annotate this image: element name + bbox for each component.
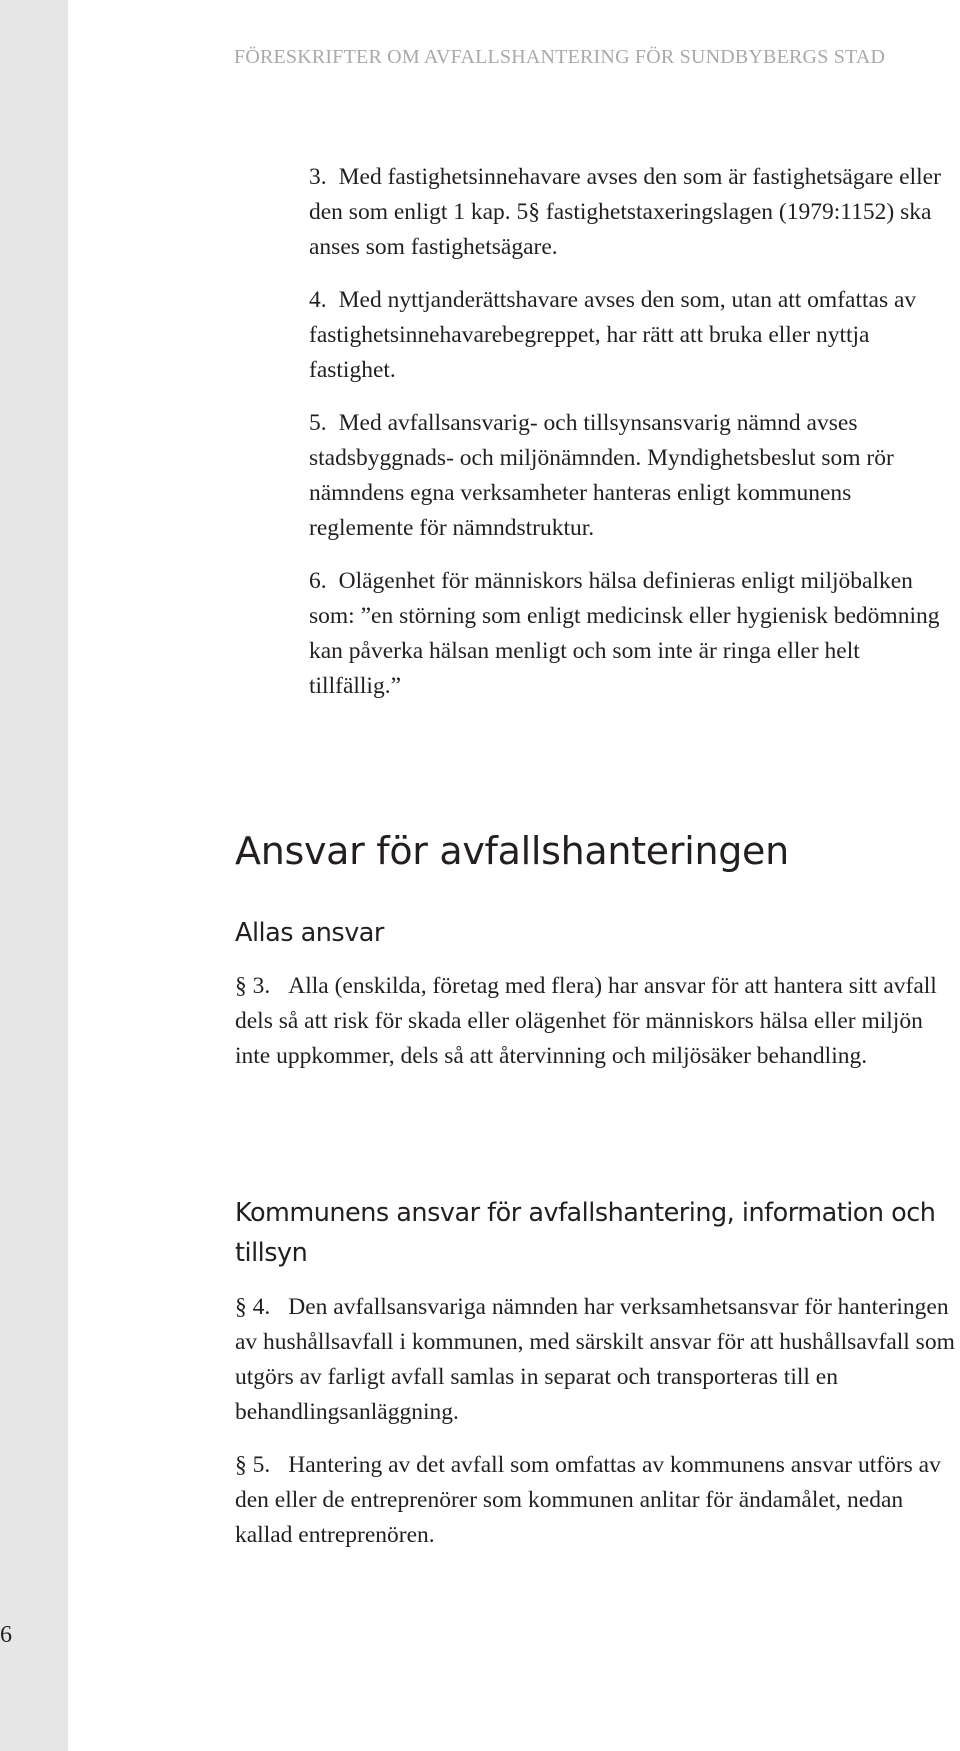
subheading-allas-ansvar: Allas ansvar <box>235 918 384 948</box>
running-header: FÖRESKRIFTER OM AVFALLSHANTERING FÖR SUNDBYBERGS STAD <box>234 46 886 68</box>
definition-number: 6. <box>309 568 327 594</box>
paragraph-text: Hantering av det avfall som omfattas av kommunens ansvar utförs av den eller de entreprenörer som kommunen anlitar för ändamålet, nedan kallad entreprenören. <box>235 1452 941 1548</box>
subheading-kommunens-ansvar: Kommunens ansvar för avfallshantering, information och tillsyn <box>235 1198 936 1268</box>
page-number: 6 <box>0 1622 12 1648</box>
definition-item <box>309 564 949 704</box>
definitions-list <box>309 160 949 722</box>
section-mark: § 3. <box>235 973 271 999</box>
definition-item <box>309 406 949 546</box>
paragraph-text: Alla (enskilda, företag med flera) har ansvar för att hantera sitt avfall dels så att risk för skada eller olägenhet för människors hälsa eller miljön inte uppkommer, dels så att återvinning och miljösäker behandling. <box>235 973 937 1069</box>
definition-item <box>309 160 949 265</box>
definition-number: 4. <box>309 287 327 313</box>
definition-text: Med avfallsansvarig- och tillsynsansvarig nämnd avses stadsbyggnads- och miljönämnden. Myndighetsbeslut som rör nämndens egna verksamheter hanteras enligt kommunens reglemente för nämndstruktur. <box>309 410 894 541</box>
paragraph-section-4 <box>235 1290 960 1430</box>
definition-number: 5. <box>309 410 327 436</box>
definition-text: Med fastighetsinnehavare avses den som är fastighetsägare eller den som enligt 1 kap. 5§ fastighetstaxeringslagen (1979:1152) ska anses som fastighetsägare. <box>309 164 941 260</box>
paragraph-section-5 <box>235 1448 960 1553</box>
definition-number: 3. <box>309 164 327 190</box>
paragraph-section-3 <box>235 969 960 1074</box>
definition-text: Med nyttjanderättshavare avses den som, utan att omfattas av fastighetsinnehavarebegreppet, har rätt att bruka eller nyttja fastighet. <box>309 287 917 383</box>
section-mark: § 5. <box>235 1452 271 1478</box>
definition-text: Olägenhet för människors hälsa definieras enligt miljöbalken som: ”en störning som enligt medicinsk eller hygienisk bedömning kan påverka hälsan menligt och som inte är ringa eller helt tillfällig.” <box>309 568 940 699</box>
section-mark: § 4. <box>235 1294 271 1320</box>
paragraph-text: Den avfallsansvariga nämnden har verksamhetsansvar för hanteringen av hushållsavfall i kommunen, med särskilt ansvar för att hushållsavfall som utgörs av farligt avfall samlas in separat och transporteras till en behandlingsanläggning. <box>235 1294 955 1425</box>
definition-item <box>309 283 949 388</box>
section-heading: Ansvar för avfallshanteringen <box>235 829 789 873</box>
page-margin-bar <box>0 0 68 1751</box>
